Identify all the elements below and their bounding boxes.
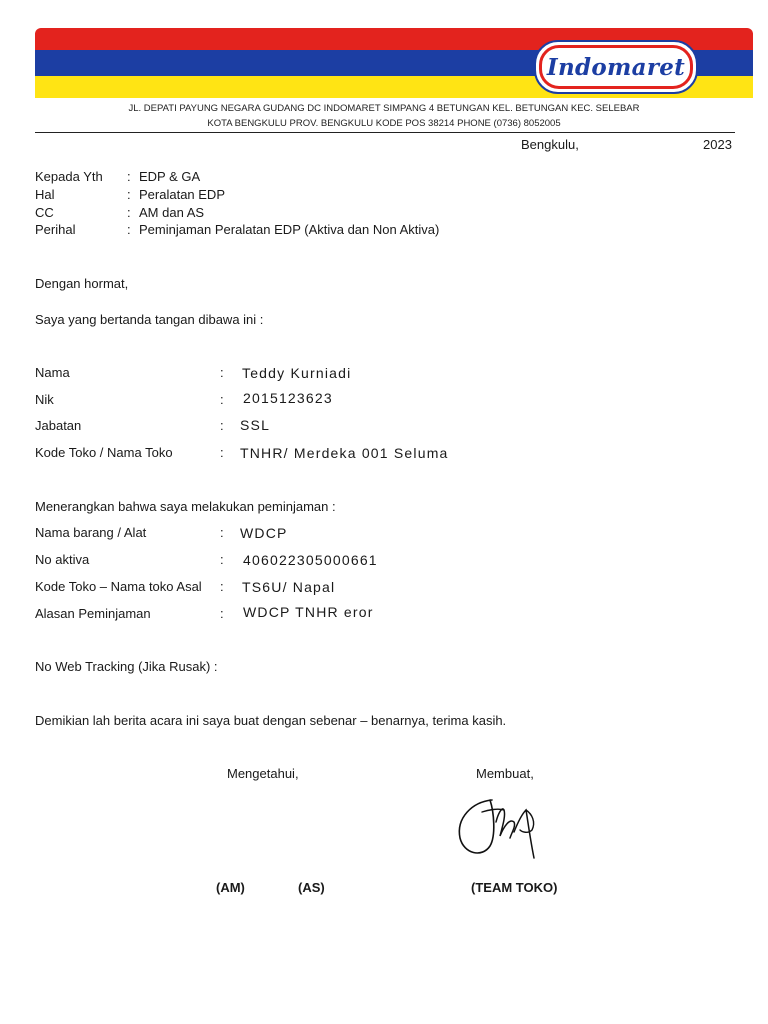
- recipient-label: Kepada Yth: [35, 169, 103, 184]
- team-signature-label: (TEAM TOKO): [471, 880, 558, 895]
- intro-text: Saya yang bertanda tangan dibawa ini :: [35, 312, 264, 327]
- origin-store-colon: :: [220, 579, 224, 594]
- store-colon: :: [220, 445, 224, 460]
- indomaret-logo: [534, 40, 698, 94]
- subject-label: Hal: [35, 187, 55, 202]
- reason-label: Alasan Peminjaman: [35, 606, 151, 621]
- regarding-value: Peminjaman Peralatan EDP (Aktiva dan Non Aktiva): [139, 222, 440, 237]
- address-line-2: KOTA BENGKULU PROV. BENGKULU KODE POS 38214 PHONE (0736) 8052005: [207, 118, 561, 129]
- item-label: Nama barang / Alat: [35, 525, 147, 540]
- position-colon: :: [220, 418, 224, 433]
- store-value: TNHR/ Merdeka 001 Seluma: [240, 445, 449, 461]
- asset-number-colon: :: [220, 552, 224, 567]
- date-year: 2023: [703, 137, 732, 152]
- recipient-colon: :: [127, 169, 131, 184]
- origin-store-value: TS6U/ Napal: [242, 579, 336, 595]
- tracking-label: No Web Tracking (Jika Rusak) :: [35, 659, 218, 674]
- asset-number-label: No aktiva: [35, 552, 90, 567]
- position-value: SSL: [240, 417, 271, 433]
- asset-number-value: 406022305000661: [243, 552, 378, 568]
- nik-colon: :: [220, 392, 224, 407]
- origin-store-label: Kode Toko – Nama toko Asal: [35, 579, 202, 594]
- am-signature-label: (AM): [216, 880, 245, 895]
- as-signature-label: (AS): [298, 880, 325, 895]
- statement-text: Menerangkan bahwa saya melakukan peminjaman :: [35, 499, 336, 514]
- nik-value: 2015123623: [243, 390, 333, 406]
- subject-value: Peralatan EDP: [139, 187, 225, 202]
- nik-label: Nik: [35, 392, 54, 407]
- name-value: Teddy Kurniadi: [242, 365, 352, 381]
- name-label: Nama: [35, 365, 70, 380]
- greeting: Dengan hormat,: [35, 276, 129, 291]
- position-label: Jabatan: [35, 418, 82, 433]
- subject-colon: :: [127, 187, 131, 202]
- regarding-colon: :: [127, 222, 131, 237]
- regarding-label: Perihal: [35, 222, 76, 237]
- logo-text: Indomaret: [539, 45, 693, 89]
- signature-image: [452, 792, 548, 864]
- closing-text: Demikian lah berita acara ini saya buat dengan sebenar – benarnya, terima kasih.: [35, 713, 507, 728]
- name-colon: :: [220, 365, 224, 380]
- made-by-label: Membuat,: [476, 766, 534, 781]
- reason-colon: :: [220, 606, 224, 621]
- address-line-1: JL. DEPATI PAYUNG NEGARA GUDANG DC INDOMARET SIMPANG 4 BETUNGAN KEL. BETUNGAN KEC. SELEBAR: [128, 103, 640, 114]
- cc-value: AM dan AS: [139, 205, 205, 220]
- store-label: Kode Toko / Nama Toko: [35, 445, 173, 460]
- cc-colon: :: [127, 205, 131, 220]
- item-value: WDCP: [240, 525, 288, 541]
- item-colon: :: [220, 525, 224, 540]
- header-divider: [35, 132, 735, 133]
- recipient-value: EDP & GA: [139, 169, 201, 184]
- acknowledged-label: Mengetahui,: [227, 766, 299, 781]
- cc-label: CC: [35, 205, 54, 220]
- date-city: Bengkulu,: [521, 137, 579, 152]
- reason-value: WDCP TNHR eror: [243, 604, 374, 620]
